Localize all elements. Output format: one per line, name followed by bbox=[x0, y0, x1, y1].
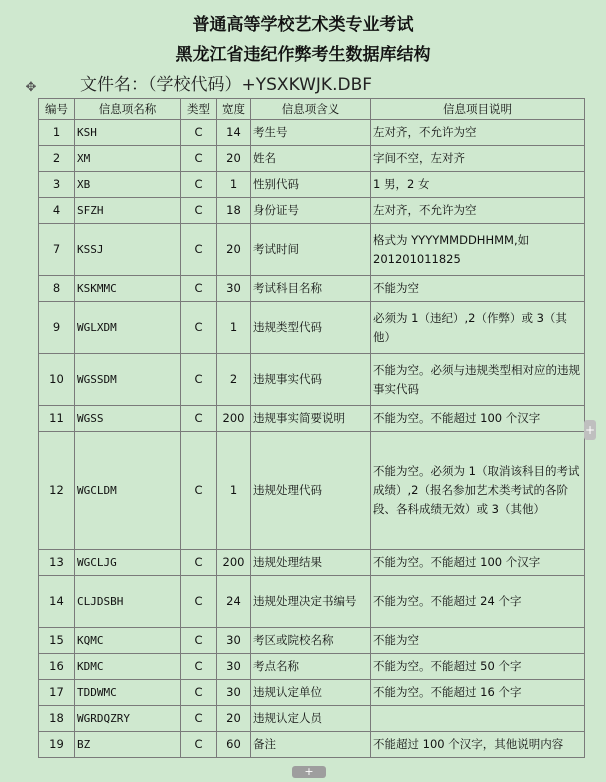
cell-name: WGSSDM bbox=[75, 354, 181, 406]
cell-name: KSH bbox=[75, 120, 181, 146]
cell-desc: 不能为空。不能超过 24 个字 bbox=[371, 576, 585, 628]
cell-meaning: 违规处理结果 bbox=[251, 550, 371, 576]
cell-no: 8 bbox=[39, 276, 75, 302]
cell-name: CLJDSBH bbox=[75, 576, 181, 628]
cell-name: TDDWMC bbox=[75, 680, 181, 706]
cell-no: 3 bbox=[39, 172, 75, 198]
cell-meaning: 考区或院校名称 bbox=[251, 628, 371, 654]
cell-width: 60 bbox=[217, 732, 251, 758]
table-row bbox=[39, 198, 585, 224]
cell-width: 14 bbox=[217, 120, 251, 146]
cell-meaning: 违规认定单位 bbox=[251, 680, 371, 706]
cell-name: XB bbox=[75, 172, 181, 198]
cell-width: 30 bbox=[217, 276, 251, 302]
cell-no: 4 bbox=[39, 198, 75, 224]
cell-desc: 左对齐，不允许为空 bbox=[371, 198, 585, 224]
cell-meaning: 违规事实代码 bbox=[251, 354, 371, 406]
cell-name: KDMC bbox=[75, 654, 181, 680]
table-row bbox=[39, 354, 585, 406]
table-row bbox=[39, 680, 585, 706]
cell-no: 16 bbox=[39, 654, 75, 680]
cell-type: C bbox=[181, 354, 217, 406]
cell-no: 1 bbox=[39, 120, 75, 146]
cell-no: 17 bbox=[39, 680, 75, 706]
cell-width: 20 bbox=[217, 146, 251, 172]
table-row bbox=[39, 432, 585, 550]
cell-type: C bbox=[181, 276, 217, 302]
cell-type: C bbox=[181, 576, 217, 628]
cell-name: KSSJ bbox=[75, 224, 181, 276]
cell-width: 24 bbox=[217, 576, 251, 628]
cell-no: 15 bbox=[39, 628, 75, 654]
cell-desc bbox=[371, 706, 585, 732]
cell-meaning: 考试时间 bbox=[251, 224, 371, 276]
cell-desc: 不能为空。不能超过 50 个字 bbox=[371, 654, 585, 680]
cell-meaning: 违规处理决定书编号 bbox=[251, 576, 371, 628]
cell-meaning: 违规处理代码 bbox=[251, 432, 371, 550]
cell-width: 20 bbox=[217, 706, 251, 732]
cell-type: C bbox=[181, 732, 217, 758]
cell-desc: 不能为空。不能超过 100 个汉字 bbox=[371, 406, 585, 432]
cell-no: 13 bbox=[39, 550, 75, 576]
table-row bbox=[39, 406, 585, 432]
header-no: 编号 bbox=[39, 99, 75, 120]
cell-type: C bbox=[181, 680, 217, 706]
cell-width: 18 bbox=[217, 198, 251, 224]
database-structure-table bbox=[38, 98, 585, 758]
cell-desc: 不能为空。不能超过 16 个字 bbox=[371, 680, 585, 706]
cell-meaning: 违规类型代码 bbox=[251, 302, 371, 354]
cell-meaning: 备注 bbox=[251, 732, 371, 758]
cell-no: 18 bbox=[39, 706, 75, 732]
cell-meaning: 身份证号 bbox=[251, 198, 371, 224]
cell-width: 30 bbox=[217, 680, 251, 706]
table-row bbox=[39, 224, 585, 276]
cell-type: C bbox=[181, 628, 217, 654]
cell-name: WGLXDM bbox=[75, 302, 181, 354]
cell-width: 2 bbox=[217, 354, 251, 406]
cell-desc: 1 男，2 女 bbox=[371, 172, 585, 198]
table-row bbox=[39, 550, 585, 576]
cell-desc: 不能为空。必须与违规类型相对应的违规事实代码 bbox=[371, 354, 585, 406]
table-row bbox=[39, 120, 585, 146]
cell-no: 7 bbox=[39, 224, 75, 276]
cell-meaning: 性别代码 bbox=[251, 172, 371, 198]
cell-meaning: 违规事实简要说明 bbox=[251, 406, 371, 432]
header-name: 信息项名称 bbox=[75, 99, 181, 120]
table-row bbox=[39, 706, 585, 732]
cell-name: WGCLJG bbox=[75, 550, 181, 576]
table-header-row bbox=[39, 99, 585, 120]
cell-desc: 不能为空 bbox=[371, 628, 585, 654]
cell-name: WGRDQZRY bbox=[75, 706, 181, 732]
cell-type: C bbox=[181, 550, 217, 576]
cell-type: C bbox=[181, 146, 217, 172]
cell-name: WGCLDM bbox=[75, 432, 181, 550]
header-width: 宽度 bbox=[217, 99, 251, 120]
cell-no: 10 bbox=[39, 354, 75, 406]
cell-name: SFZH bbox=[75, 198, 181, 224]
cell-meaning: 考点名称 bbox=[251, 654, 371, 680]
cell-width: 20 bbox=[217, 224, 251, 276]
cell-name: KQMC bbox=[75, 628, 181, 654]
cell-width: 30 bbox=[217, 654, 251, 680]
cell-width: 200 bbox=[217, 550, 251, 576]
cell-name: XM bbox=[75, 146, 181, 172]
add-row-icon[interactable]: + bbox=[292, 766, 326, 778]
move-icon[interactable]: ✥ bbox=[25, 80, 37, 95]
cell-desc: 字间不空，左对齐 bbox=[371, 146, 585, 172]
cell-meaning: 考生号 bbox=[251, 120, 371, 146]
cell-type: C bbox=[181, 654, 217, 680]
cell-no: 9 bbox=[39, 302, 75, 354]
table-row bbox=[39, 276, 585, 302]
cell-desc: 不能为空 bbox=[371, 276, 585, 302]
add-column-icon[interactable]: + bbox=[584, 420, 596, 440]
table-row bbox=[39, 146, 585, 172]
table-row bbox=[39, 654, 585, 680]
cell-type: C bbox=[181, 198, 217, 224]
cell-desc: 格式为 YYYYMMDDHHMM,如 201201011825 bbox=[371, 224, 585, 276]
header-type: 类型 bbox=[181, 99, 217, 120]
cell-meaning: 违规认定人员 bbox=[251, 706, 371, 732]
cell-desc: 左对齐，不允许为空 bbox=[371, 120, 585, 146]
cell-meaning: 考试科目名称 bbox=[251, 276, 371, 302]
cell-desc: 不能为空。不能超过 100 个汉字 bbox=[371, 550, 585, 576]
cell-name: KSKMMC bbox=[75, 276, 181, 302]
cell-no: 12 bbox=[39, 432, 75, 550]
cell-width: 1 bbox=[217, 432, 251, 550]
document-title-line2: 黑龙江省违纪作弊考生数据库结构 bbox=[175, 45, 431, 65]
table-row bbox=[39, 172, 585, 198]
header-desc: 信息项目说明 bbox=[371, 99, 585, 120]
cell-type: C bbox=[181, 706, 217, 732]
table-row bbox=[39, 302, 585, 354]
cell-meaning: 姓名 bbox=[251, 146, 371, 172]
cell-name: WGSS bbox=[75, 406, 181, 432]
cell-type: C bbox=[181, 172, 217, 198]
cell-type: C bbox=[181, 432, 217, 550]
header-meaning: 信息项含义 bbox=[251, 99, 371, 120]
cell-width: 30 bbox=[217, 628, 251, 654]
cell-desc: 必须为 1（违纪）,2（作弊）或 3（其他） bbox=[371, 302, 585, 354]
cell-width: 1 bbox=[217, 172, 251, 198]
cell-no: 14 bbox=[39, 576, 75, 628]
cell-no: 11 bbox=[39, 406, 75, 432]
cell-desc: 不能为空。必须为 1（取消该科目的考试成绩）,2（报名参加艺术类考试的各阶段、各科成绩无效）或 3（其他） bbox=[371, 432, 585, 550]
table-row bbox=[39, 732, 585, 758]
cell-width: 1 bbox=[217, 302, 251, 354]
cell-name: BZ bbox=[75, 732, 181, 758]
cell-type: C bbox=[181, 406, 217, 432]
cell-width: 200 bbox=[217, 406, 251, 432]
cell-no: 19 bbox=[39, 732, 75, 758]
table-row bbox=[39, 628, 585, 654]
cell-type: C bbox=[181, 224, 217, 276]
cell-type: C bbox=[181, 120, 217, 146]
filename-label: 文件名：（学校代码）+YSXKWJK.DBF bbox=[80, 75, 373, 95]
document-title-line1: 普通高等学校艺术类专业考试 bbox=[192, 15, 414, 35]
cell-type: C bbox=[181, 302, 217, 354]
cell-desc: 不能超过 100 个汉字，其他说明内容 bbox=[371, 732, 585, 758]
cell-no: 2 bbox=[39, 146, 75, 172]
table-row bbox=[39, 576, 585, 628]
